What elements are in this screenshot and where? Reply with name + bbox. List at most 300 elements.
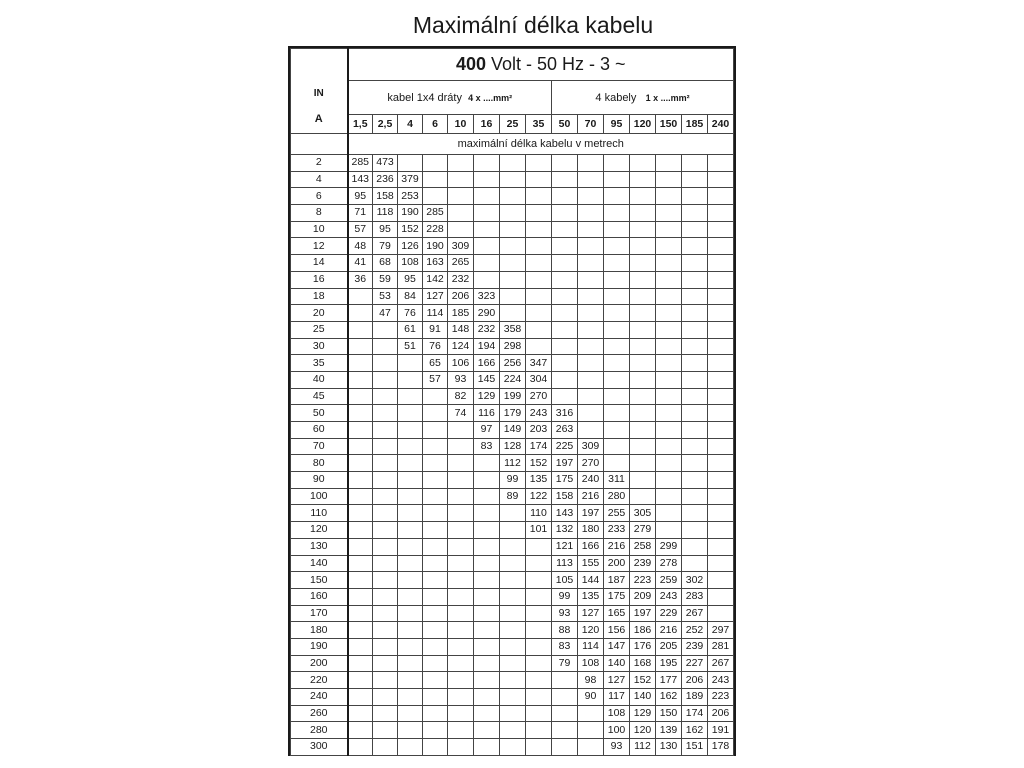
- table-row: [291, 455, 734, 472]
- length-cell: [682, 205, 708, 222]
- length-cell: 71: [348, 205, 373, 222]
- length-cell: 143: [348, 171, 373, 188]
- length-cell: 116: [474, 405, 500, 422]
- length-cell: 281: [708, 638, 734, 655]
- length-cell: [708, 338, 734, 355]
- length-cell: 106: [448, 355, 474, 372]
- length-cell: [526, 221, 552, 238]
- length-cell: [423, 388, 448, 405]
- length-cell: 163: [423, 255, 448, 272]
- length-cell: 253: [398, 188, 423, 205]
- length-cell: [604, 188, 630, 205]
- length-cell: [373, 605, 398, 622]
- current-cell: 220: [291, 672, 348, 689]
- length-cell: [604, 371, 630, 388]
- length-cell: [348, 722, 373, 739]
- table-row: [291, 572, 734, 589]
- length-cell: [474, 622, 500, 639]
- length-cell: [500, 722, 526, 739]
- length-cell: [448, 655, 474, 672]
- current-cell: 20: [291, 305, 348, 322]
- length-cell: [500, 221, 526, 238]
- length-cell: [398, 488, 423, 505]
- current-cell: 10: [291, 221, 348, 238]
- length-cell: [474, 221, 500, 238]
- length-cell: 175: [604, 588, 630, 605]
- length-cell: [448, 205, 474, 222]
- current-cell: 110: [291, 505, 348, 522]
- length-cell: 243: [526, 405, 552, 422]
- length-cell: 152: [630, 672, 656, 689]
- length-cell: [398, 371, 423, 388]
- length-cell: [448, 538, 474, 555]
- length-cell: 61: [398, 321, 423, 338]
- length-cell: [578, 321, 604, 338]
- length-cell: 206: [708, 705, 734, 722]
- cable-size-header: 10: [448, 115, 474, 134]
- length-cell: 223: [630, 572, 656, 589]
- current-cell: 50: [291, 405, 348, 422]
- current-cell: 120: [291, 522, 348, 539]
- length-cell: [474, 672, 500, 689]
- length-cell: 283: [682, 588, 708, 605]
- length-cell: [398, 605, 423, 622]
- group1-unit: 4 x ....mm²: [468, 92, 513, 103]
- length-cell: [448, 672, 474, 689]
- length-cell: 194: [474, 338, 500, 355]
- cable-size-header: 240: [708, 115, 734, 134]
- length-cell: [526, 205, 552, 222]
- current-cell: 16: [291, 271, 348, 288]
- length-cell: [630, 455, 656, 472]
- length-cell: 112: [630, 739, 656, 756]
- length-cell: 232: [448, 271, 474, 288]
- length-cell: [708, 355, 734, 372]
- length-cell: [398, 689, 423, 706]
- current-cell: 35: [291, 355, 348, 372]
- length-cell: [526, 305, 552, 322]
- length-cell: [398, 455, 423, 472]
- length-cell: 88: [552, 622, 578, 639]
- length-cell: [708, 488, 734, 505]
- table-row: [291, 605, 734, 622]
- length-cell: [604, 155, 630, 172]
- cable-size-header: 95: [604, 115, 630, 134]
- length-cell: [474, 238, 500, 255]
- length-cell: [500, 288, 526, 305]
- length-cell: [423, 672, 448, 689]
- length-cell: 93: [448, 371, 474, 388]
- length-cell: [630, 171, 656, 188]
- table-row: [291, 388, 734, 405]
- length-cell: [448, 455, 474, 472]
- length-cell: [552, 388, 578, 405]
- length-cell: [373, 572, 398, 589]
- length-cell: 166: [474, 355, 500, 372]
- length-cell: [578, 338, 604, 355]
- length-cell: [630, 238, 656, 255]
- length-cell: [423, 438, 448, 455]
- current-cell: 90: [291, 472, 348, 489]
- length-cell: [682, 155, 708, 172]
- length-cell: [552, 171, 578, 188]
- length-cell: 89: [500, 488, 526, 505]
- length-cell: [448, 188, 474, 205]
- length-cell: [604, 438, 630, 455]
- length-cell: 297: [708, 622, 734, 639]
- current-cell: 60: [291, 422, 348, 439]
- length-cell: [708, 388, 734, 405]
- length-cell: [474, 488, 500, 505]
- length-cell: [578, 705, 604, 722]
- length-cell: [348, 355, 373, 372]
- length-cell: [398, 538, 423, 555]
- length-cell: [348, 472, 373, 489]
- length-cell: [526, 638, 552, 655]
- length-cell: [708, 321, 734, 338]
- length-cell: [708, 605, 734, 622]
- current-cell: 4: [291, 171, 348, 188]
- length-cell: 95: [398, 271, 423, 288]
- length-cell: [398, 555, 423, 572]
- table-row: [291, 271, 734, 288]
- table-row: [291, 438, 734, 455]
- length-cell: [656, 321, 682, 338]
- length-cell: [474, 205, 500, 222]
- current-cell: 45: [291, 388, 348, 405]
- length-cell: 110: [526, 505, 552, 522]
- length-cell: 206: [682, 672, 708, 689]
- length-cell: [373, 689, 398, 706]
- length-cell: 209: [630, 588, 656, 605]
- cable-size-header: 70: [578, 115, 604, 134]
- length-cell: [630, 321, 656, 338]
- length-cell: 227: [682, 655, 708, 672]
- length-cell: [708, 155, 734, 172]
- length-cell: [552, 672, 578, 689]
- length-cell: [526, 271, 552, 288]
- length-cell: 152: [398, 221, 423, 238]
- current-cell: 150: [291, 572, 348, 589]
- length-cell: [552, 288, 578, 305]
- length-cell: [552, 739, 578, 756]
- length-cell: 187: [604, 572, 630, 589]
- length-cell: 76: [398, 305, 423, 322]
- length-cell: 127: [578, 605, 604, 622]
- length-cell: [682, 455, 708, 472]
- length-cell: [398, 505, 423, 522]
- length-cell: [552, 221, 578, 238]
- length-cell: [552, 371, 578, 388]
- length-cell: [373, 555, 398, 572]
- length-cell: 190: [423, 238, 448, 255]
- length-cell: [448, 505, 474, 522]
- table-row: [291, 205, 734, 222]
- length-cell: [552, 338, 578, 355]
- length-cell: 144: [578, 572, 604, 589]
- length-cell: [682, 505, 708, 522]
- length-cell: [708, 371, 734, 388]
- length-cell: [682, 538, 708, 555]
- length-cell: 59: [373, 271, 398, 288]
- length-cell: [708, 405, 734, 422]
- length-cell: [373, 538, 398, 555]
- table-row: [291, 171, 734, 188]
- length-cell: [630, 371, 656, 388]
- length-cell: [398, 472, 423, 489]
- length-cell: 158: [373, 188, 398, 205]
- length-cell: 304: [526, 371, 552, 388]
- length-cell: [373, 638, 398, 655]
- length-cell: [423, 572, 448, 589]
- length-cell: 162: [682, 722, 708, 739]
- table-row: [291, 705, 734, 722]
- length-cell: [578, 355, 604, 372]
- length-cell: 51: [398, 338, 423, 355]
- length-cell: [526, 321, 552, 338]
- table-row: [291, 321, 734, 338]
- current-cell: 18: [291, 288, 348, 305]
- length-cell: [373, 672, 398, 689]
- length-cell: [398, 522, 423, 539]
- length-cell: 68: [373, 255, 398, 272]
- length-cell: 83: [474, 438, 500, 455]
- table-row: [291, 305, 734, 322]
- length-cell: [500, 205, 526, 222]
- length-cell: [630, 205, 656, 222]
- length-cell: [708, 271, 734, 288]
- length-cell: 118: [373, 205, 398, 222]
- length-cell: [526, 672, 552, 689]
- length-cell: 236: [373, 171, 398, 188]
- length-cell: 135: [526, 472, 552, 489]
- length-cell: 177: [656, 672, 682, 689]
- length-cell: [423, 505, 448, 522]
- length-cell: [398, 705, 423, 722]
- length-cell: [373, 522, 398, 539]
- current-cell: 160: [291, 588, 348, 605]
- length-cell: [348, 588, 373, 605]
- length-cell: [398, 355, 423, 372]
- length-cell: 190: [398, 205, 423, 222]
- length-cell: 57: [348, 221, 373, 238]
- length-cell: [474, 555, 500, 572]
- length-cell: [398, 405, 423, 422]
- length-cell: [348, 655, 373, 672]
- length-cell: [474, 588, 500, 605]
- length-cell: [526, 255, 552, 272]
- length-cell: [552, 155, 578, 172]
- length-cell: [500, 689, 526, 706]
- length-cell: [578, 205, 604, 222]
- table-row: [291, 505, 734, 522]
- length-cell: 93: [552, 605, 578, 622]
- length-cell: 216: [604, 538, 630, 555]
- table-row: [291, 538, 734, 555]
- length-cell: [578, 271, 604, 288]
- length-cell: 309: [448, 238, 474, 255]
- length-cell: [552, 321, 578, 338]
- length-cell: [348, 371, 373, 388]
- cable-length-table: [290, 48, 734, 756]
- length-cell: [708, 205, 734, 222]
- length-cell: [656, 238, 682, 255]
- table-row: [291, 221, 734, 238]
- length-cell: [526, 155, 552, 172]
- length-cell: [348, 422, 373, 439]
- length-cell: [552, 722, 578, 739]
- length-cell: 108: [604, 705, 630, 722]
- length-cell: [708, 422, 734, 439]
- length-cell: [398, 588, 423, 605]
- length-cell: 197: [630, 605, 656, 622]
- length-cell: 168: [630, 655, 656, 672]
- length-cell: [500, 672, 526, 689]
- length-cell: [423, 422, 448, 439]
- length-cell: [604, 422, 630, 439]
- current-cell: 8: [291, 205, 348, 222]
- length-cell: [423, 455, 448, 472]
- length-cell: 279: [630, 522, 656, 539]
- length-cell: [474, 271, 500, 288]
- a-label: A: [314, 112, 323, 125]
- length-cell: [526, 605, 552, 622]
- in-a-header-spacer: [291, 134, 348, 155]
- length-cell: [448, 438, 474, 455]
- length-cell: [708, 188, 734, 205]
- length-cell: [604, 388, 630, 405]
- length-cell: 65: [423, 355, 448, 372]
- length-cell: 176: [630, 638, 656, 655]
- length-cell: [708, 455, 734, 472]
- length-cell: 239: [630, 555, 656, 572]
- length-cell: 97: [474, 422, 500, 439]
- length-cell: 203: [526, 422, 552, 439]
- length-cell: [423, 622, 448, 639]
- length-cell: [448, 739, 474, 756]
- length-cell: [500, 638, 526, 655]
- length-cell: [398, 739, 423, 756]
- length-cell: [682, 338, 708, 355]
- length-cell: [708, 288, 734, 305]
- length-cell: [682, 238, 708, 255]
- length-cell: 305: [630, 505, 656, 522]
- table-row: [291, 422, 734, 439]
- length-cell: 124: [448, 338, 474, 355]
- length-cell: [500, 572, 526, 589]
- length-cell: [500, 238, 526, 255]
- current-cell: 140: [291, 555, 348, 572]
- current-cell: 80: [291, 455, 348, 472]
- length-cell: [578, 388, 604, 405]
- cable-size-header: 16: [474, 115, 500, 134]
- length-cell: [474, 455, 500, 472]
- length-cell: [682, 321, 708, 338]
- length-cell: [423, 739, 448, 756]
- length-cell: [348, 689, 373, 706]
- length-cell: 127: [604, 672, 630, 689]
- length-cell: [348, 388, 373, 405]
- length-cell: 270: [578, 455, 604, 472]
- length-cell: 323: [474, 288, 500, 305]
- current-cell: 2: [291, 155, 348, 172]
- length-cell: [604, 338, 630, 355]
- length-cell: [474, 739, 500, 756]
- length-cell: 185: [448, 305, 474, 322]
- length-cell: 99: [500, 472, 526, 489]
- length-cell: [656, 255, 682, 272]
- length-cell: 47: [373, 305, 398, 322]
- length-cell: 79: [373, 238, 398, 255]
- length-cell: [526, 689, 552, 706]
- length-cell: 113: [552, 555, 578, 572]
- length-cell: 95: [373, 221, 398, 238]
- length-cell: [604, 288, 630, 305]
- length-cell: [500, 271, 526, 288]
- length-cell: [552, 188, 578, 205]
- length-cell: 101: [526, 522, 552, 539]
- length-cell: 347: [526, 355, 552, 372]
- length-cell: 265: [448, 255, 474, 272]
- length-cell: 197: [578, 505, 604, 522]
- length-cell: [348, 455, 373, 472]
- length-cell: 302: [682, 572, 708, 589]
- length-cell: [348, 555, 373, 572]
- length-cell: [656, 505, 682, 522]
- length-cell: [578, 288, 604, 305]
- length-cell: 48: [348, 238, 373, 255]
- length-cell: 205: [656, 638, 682, 655]
- current-cell: 25: [291, 321, 348, 338]
- length-cell: 239: [682, 638, 708, 655]
- length-cell: 152: [526, 455, 552, 472]
- length-cell: [708, 572, 734, 589]
- length-cell: [552, 238, 578, 255]
- length-cell: [348, 705, 373, 722]
- length-cell: 270: [526, 388, 552, 405]
- table-row: [291, 488, 734, 505]
- length-cell: 127: [423, 288, 448, 305]
- length-cell: [708, 238, 734, 255]
- length-cell: [682, 371, 708, 388]
- length-cell: [448, 722, 474, 739]
- length-cell: [500, 739, 526, 756]
- length-cell: [373, 505, 398, 522]
- length-cell: [474, 705, 500, 722]
- length-cell: [526, 588, 552, 605]
- length-cell: 151: [682, 739, 708, 756]
- length-cell: [474, 689, 500, 706]
- length-cell: [373, 438, 398, 455]
- length-cell: [448, 171, 474, 188]
- length-cell: [526, 705, 552, 722]
- length-cell: [348, 739, 373, 756]
- length-cell: [348, 638, 373, 655]
- length-cell: [578, 221, 604, 238]
- length-cell: [348, 488, 373, 505]
- length-cell: [500, 655, 526, 672]
- length-cell: [398, 655, 423, 672]
- length-cell: [708, 588, 734, 605]
- length-cell: 140: [604, 655, 630, 672]
- length-cell: [630, 255, 656, 272]
- length-cell: [682, 305, 708, 322]
- length-cell: [373, 388, 398, 405]
- length-cell: 285: [423, 205, 448, 222]
- length-cell: [552, 255, 578, 272]
- length-cell: [708, 555, 734, 572]
- length-cell: [526, 655, 552, 672]
